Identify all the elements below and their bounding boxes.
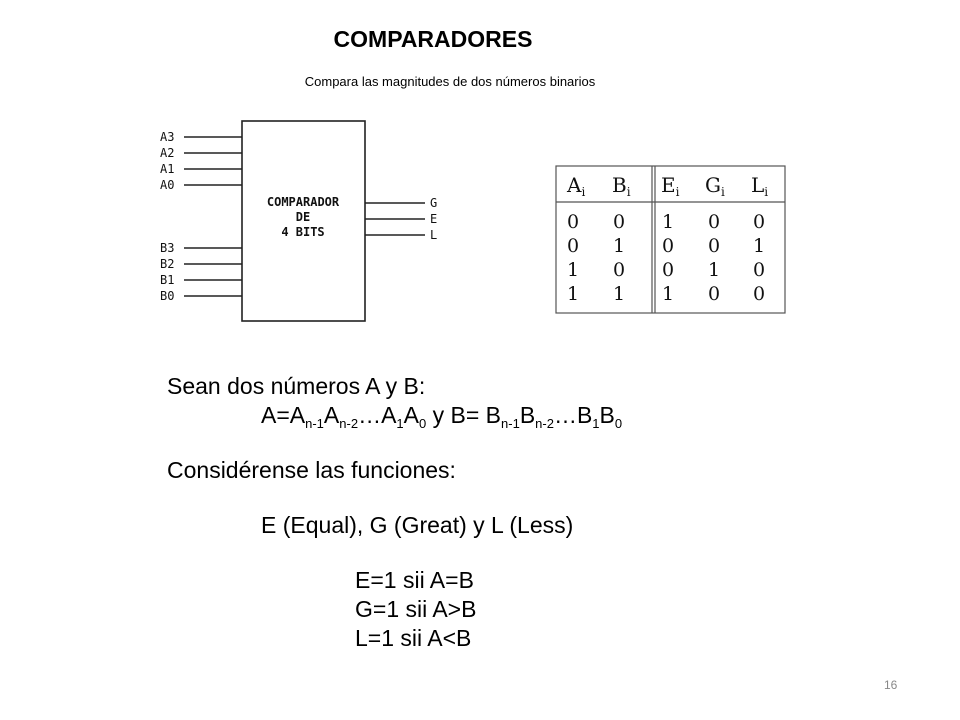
truth-table-header: [566, 173, 768, 199]
svg-text:1: 1: [613, 235, 626, 257]
svg-text:1: 1: [708, 259, 721, 281]
svg-text:0: 0: [708, 283, 721, 305]
input-label-a2: A2: [160, 146, 175, 160]
svg-text:0: 0: [662, 259, 675, 281]
truth-table: [555, 165, 787, 315]
condition-greater: G=1 sii A>B: [355, 596, 477, 622]
svg-text:1: 1: [613, 283, 626, 305]
svg-text:0: 0: [613, 211, 626, 233]
output-label-g: G: [430, 196, 438, 210]
page-number: 16: [884, 678, 898, 692]
input-label-b3: B3: [160, 241, 175, 255]
svg-text:1: 1: [567, 283, 580, 305]
consider-line: Considérense las funciones:: [167, 457, 456, 483]
input-label-a1: A1: [160, 162, 175, 176]
intro-line: Sean dos números A y B:: [167, 373, 426, 399]
table-row: [567, 235, 765, 257]
svg-text:1: 1: [753, 235, 766, 257]
svg-text:1: 1: [662, 283, 675, 305]
svg-text:1: 1: [567, 259, 580, 281]
input-label-b1: B1: [160, 273, 175, 287]
svg-text:0: 0: [613, 259, 626, 281]
comparator-block-diagram: [150, 112, 450, 330]
svg-text:Gi: $G_i$: [705, 173, 725, 199]
block-label-line2: DE: [295, 210, 311, 224]
formula-line: $A=A_{n-1}A_{n-2}\dots A_1A_0$ y $B= B_{n-1}B_{n-2}\dots B_1B_0$: [261, 402, 623, 431]
svg-text:0: 0: [753, 283, 766, 305]
functions-line: E (Equal), G (Great) y L (Less): [261, 512, 574, 538]
input-label-a0: A0: [160, 178, 175, 192]
input-label-b2: B2: [160, 257, 175, 271]
table-row: [567, 211, 765, 233]
svg-text:Bi: $B_i$: [612, 173, 631, 199]
slide-title: COMPARADORES: [333, 26, 533, 52]
svg-text:0: 0: [708, 235, 721, 257]
table-row: [567, 259, 765, 281]
svg-text:0: 0: [662, 235, 675, 257]
svg-text:Ai: $A_i$: [567, 173, 586, 199]
output-label-e: E: [430, 212, 438, 226]
condition-less: L=1 sii A<B: [355, 625, 472, 651]
slide-subtitle: Compara las magnitudes de dos números binarios: [304, 74, 596, 89]
svg-text:0: 0: [567, 211, 580, 233]
svg-text:0: 0: [567, 235, 580, 257]
svg-text:1: 1: [662, 211, 675, 233]
definitions-text: [167, 372, 867, 653]
input-label-b0: B0: [160, 289, 175, 303]
svg-text:Li: $L_i$: [751, 173, 769, 199]
block-label-line3: 4 BITS: [281, 225, 325, 239]
condition-equal: E=1 sii A=B: [355, 567, 474, 593]
svg-text:0: 0: [753, 259, 766, 281]
svg-text:0: 0: [708, 211, 721, 233]
block-label-line1: COMPARADOR: [266, 195, 340, 209]
table-row: [567, 283, 765, 305]
output-label-l: L: [430, 228, 438, 242]
svg-text:0: 0: [753, 211, 766, 233]
svg-text:Ei: $E_i$: [661, 173, 680, 199]
input-label-a3: A3: [160, 130, 175, 144]
